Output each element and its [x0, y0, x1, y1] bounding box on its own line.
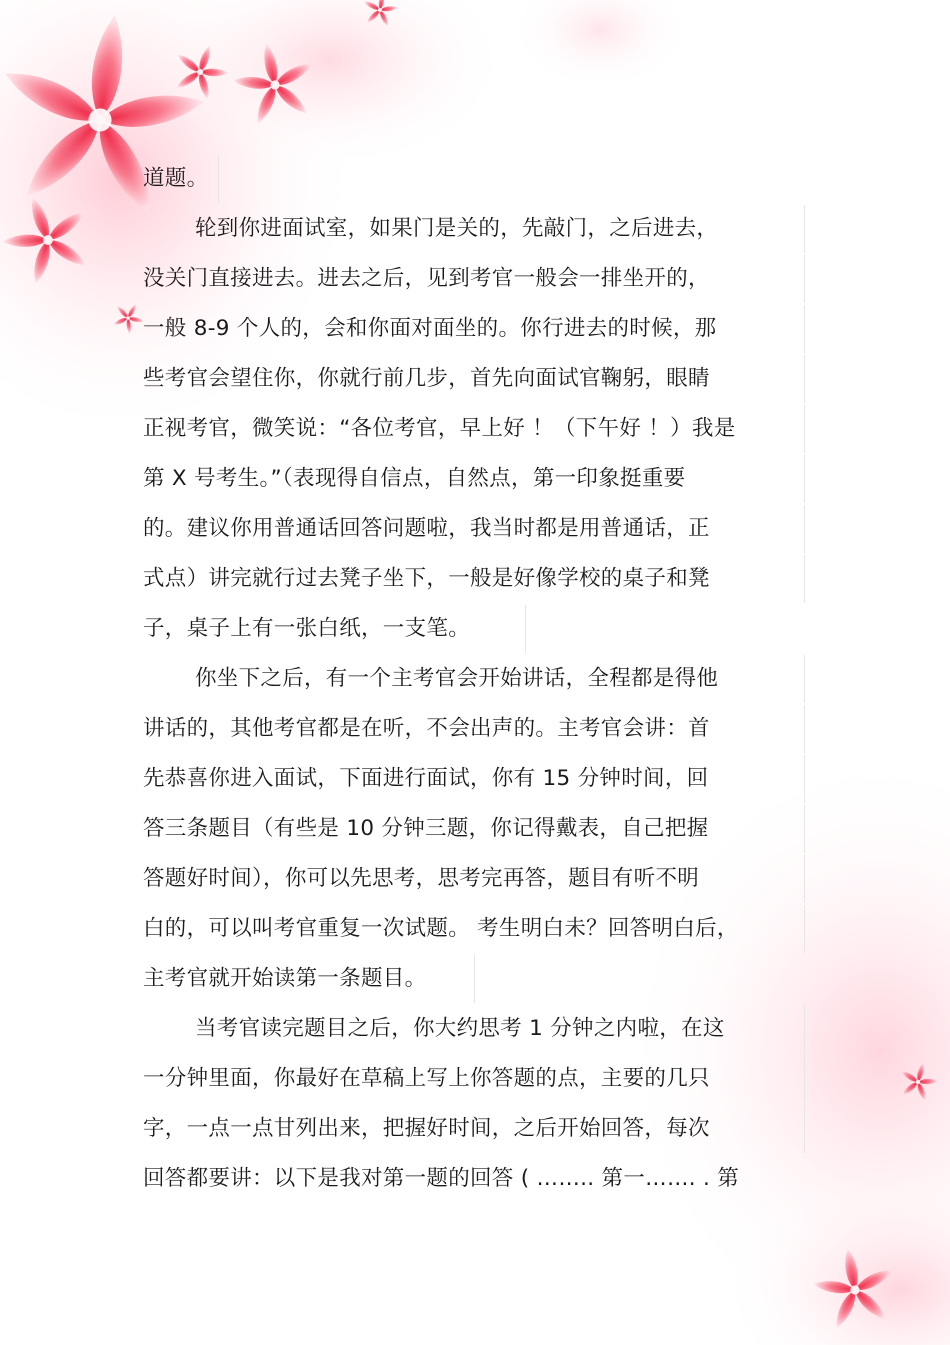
text-line: 回答都要讲：以下是我对第一题的回答 ( …….. 第一……. . 第	[143, 1166, 740, 1191]
text-line: 道题。	[143, 155, 219, 203]
text-line: 的。建议你用普通话回答问题啦，我当时都是用普通话，正	[143, 505, 805, 553]
text-line: 字，一点一点甘列出来，把握好时间，之后开始回答，每次	[143, 1105, 805, 1153]
text-line: 些考官会望住你，你就行前几步，首先向面试官鞠躬，眼睛	[143, 355, 805, 403]
text-line: 答题好时间），你可以先思考，思考完再答，题目有听不明	[143, 855, 805, 903]
text-line: 主考官就开始读第一条题目。	[143, 955, 475, 1003]
text-line: 第 X 号考生。”（表现得自信点，自然点，第一印象挺重要	[143, 455, 805, 503]
text-line: 没关门直接进去。进去之后，见到考官一般会一排坐开的，	[143, 255, 805, 303]
text-line: 式点）讲完就行过去凳子坐下，一般是好像学校的桌子和凳	[143, 555, 805, 603]
text-line: 一般 8-9 个人的，会和你面对面坐的。你行进去的时候，那	[143, 305, 805, 353]
text-line: 先恭喜你进入面试，下面进行面试，你有 15 分钟时间，回	[143, 755, 805, 803]
paragraph-line: 你坐下之后，有一个主考官会开始讲话，全程都是得他	[143, 655, 805, 703]
text-line: 正视考官，微笑说：“各位考官，早上好 ！（下午好 ！）我是	[143, 405, 805, 453]
paragraph-line: 轮到你进面试室，如果门是关的，先敲门，之后进去，	[143, 205, 805, 253]
text-line: 子，桌子上有一张白纸，一支笔。	[143, 605, 526, 653]
text-line: 一分钟里面，你最好在草稿上写上你答题的点，主要的几只	[143, 1055, 805, 1103]
text-line: 答三条题目（有些是 10 分钟三题，你记得戴表，自己把握	[143, 805, 805, 853]
paragraph-line: 当考官读完题目之后，你大约思考 1 分钟之内啦，在这	[143, 1005, 805, 1053]
text-line: 白的，可以叫考官重复一次试题。 考生明白未？回答明白后，	[143, 905, 805, 953]
text-line: 讲话的，其他考官都是在听，不会出声的。主考官会讲：首	[143, 705, 805, 753]
